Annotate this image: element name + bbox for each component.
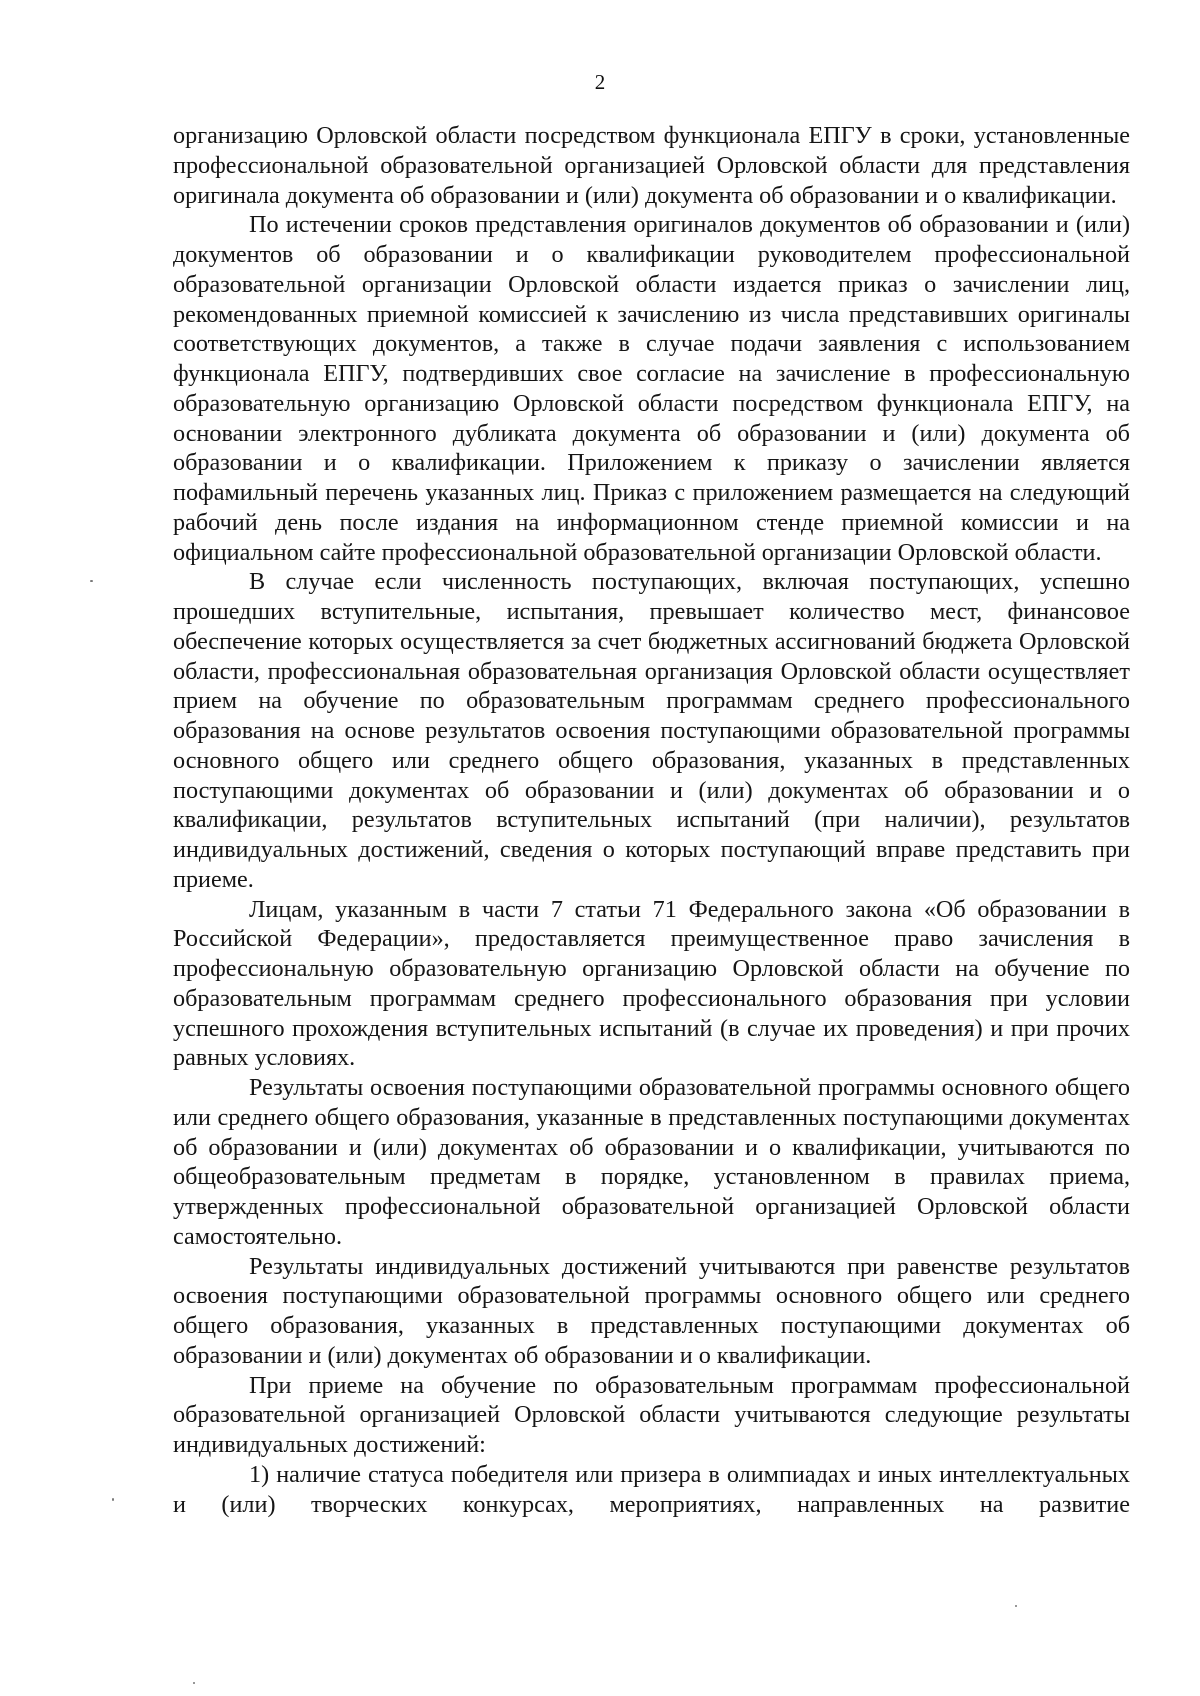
paragraph-individual-achievements: Результаты индивидуальных достижений учитываются при равенстве результатов освоения поступающими образовательной программы основного общего или среднего общего образования, указанных в представленных поступающими документах об образовании и (или) документах об образовании и о квалификации.	[173, 1252, 1130, 1369]
paragraph-continuation: организацию Орловской области посредством функционала ЕПГУ в сроки, установленные профессиональной образовательной организацией Орловской области для представления оригинала документа об образовании и (или) документа об образовании и о квалификации.	[173, 122, 1130, 209]
paragraph-preferential-right: Лицам, указанным в части 7 статьи 71 Федерального закона «Об образовании в Российской Федерации», предоставляется преимущественное право зачисления в профессиональную образовательную организацию Орловской области на обучение по образовательным программам среднего профессионального образования при условии успешного прохождения вступительных испытаний (в случае их проведения) и при прочих равных условиях.	[173, 895, 1130, 1072]
paragraph-education-results: Результаты освоения поступающими образовательной программы основного общего или среднего общего образования, указанные в представленных поступающими документах об образовании и (или) документах об образовании и о квалификации, учитываются по общеобразовательным предметам в порядке, установленном в правилах приема, утвержденных профессиональной образовательной организацией Орловской области самостоятельно.	[173, 1074, 1130, 1250]
paragraph-competitive-admission: В случае если численность поступающих, включая поступающих, успешно прошедших вступительные, испытания, превышает количество мест, финансовое обеспечение которых осуществляется за счет бюджетных ассигнований бюджета Орловской области, профессиональная образовательная организация Орловской области осуществляет прием на обучение по образовательным программам среднего профессионального образования на основе результатов освоения поступающими образовательной программы основного общего или среднего общего образования, указанных в представленных поступающими документах об образовании и (или) документах об образовании и о квалификации, результатов вступительных испытаний (при наличии), результатов индивидуальных достижений, сведения о которых поступающий вправе представить при приеме.	[173, 568, 1130, 893]
list-item-1: 1) наличие статуса победителя или призера в олимпиадах и иных интеллектуальных и (или) творческих конкурсах, мероприятиях, направленных на развитие	[173, 1460, 1130, 1518]
scan-speck	[193, 1682, 195, 1684]
paragraph-enrollment-order: По истечении сроков представления оригиналов документов об образовании и (или) документов об образовании и о квалификации руководителем профессиональной образовательной организации Орловской области издается приказ о зачислении лиц, рекомендованных приемной комиссией к зачислению из числа представивших оригиналы соответствующих документов, а также в случае подачи заявления с использованием функционала ЕПГУ, подтвердивших свое согласие на зачисление в профессиональную образовательную организацию Орловской области посредством функционала ЕПГУ, на основании электронного дубликата документа об образовании и (или) документа об образовании и о квалификации. Приложением к приказу о зачислении является пофамильный перечень указанных лиц. Приказ с приложением размещается на следующий рабочий день после издания на информационном стенде приемной комиссии и на официальном сайте профессиональной образовательной организации Орловской области.	[173, 211, 1130, 566]
scan-speck	[1015, 1605, 1017, 1607]
document-body	[173, 121, 1130, 1519]
scan-speck	[90, 580, 93, 582]
page-number: 2	[594, 70, 606, 94]
scan-speck	[112, 1498, 114, 1501]
paragraph-achievements-intro: При приеме на обучение по образовательным программам профессиональной образовательной организацией Орловской области учитываются следующие результаты индивидуальных достижений:	[173, 1371, 1130, 1458]
